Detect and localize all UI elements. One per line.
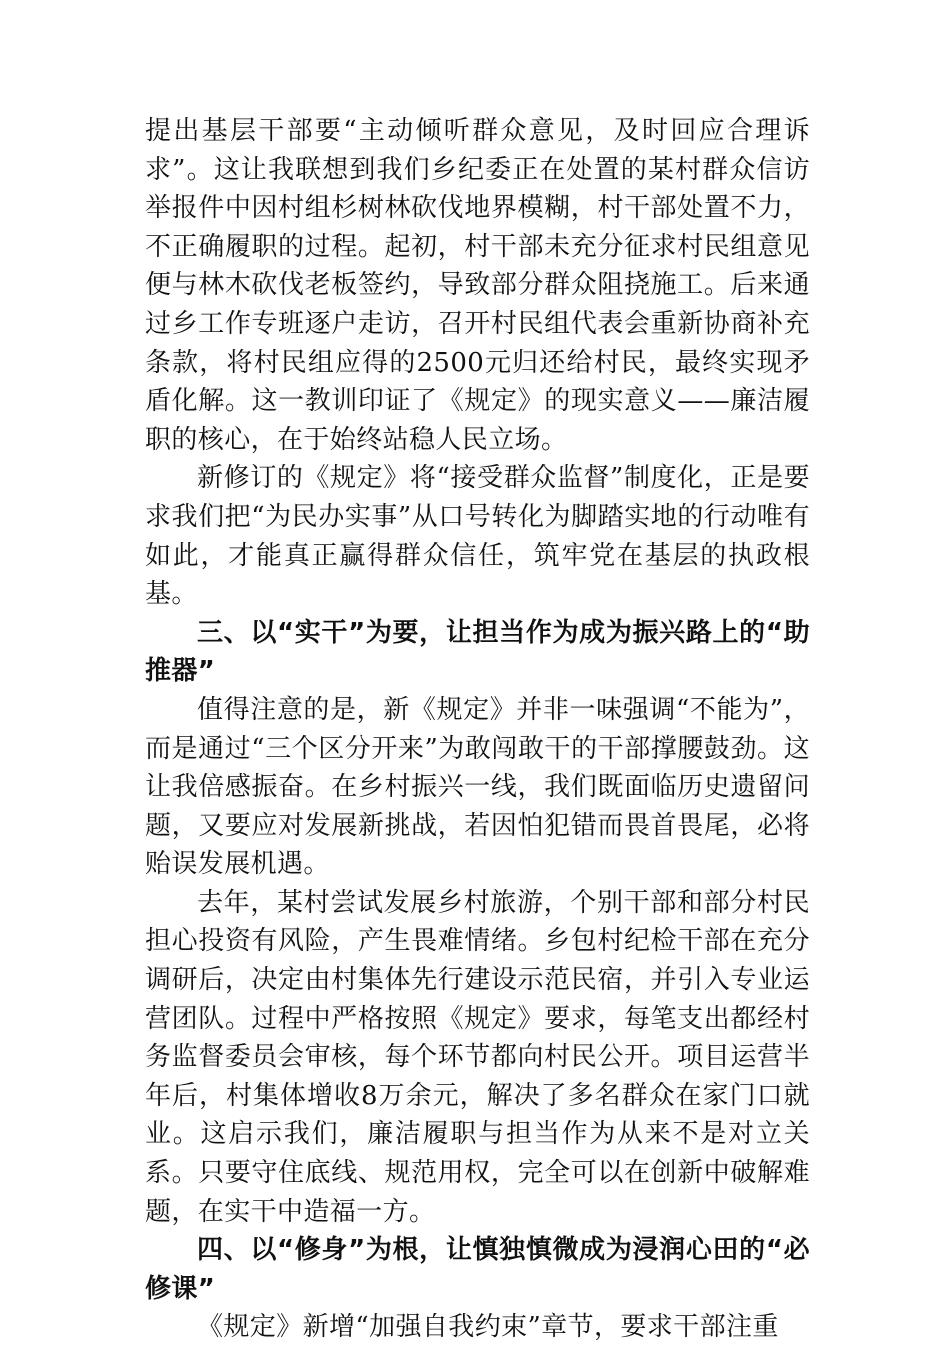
body-paragraph-1: 提出基层干部要“主动倾听群众意见，及时回应合理诉求”。这让我联想到我们乡纪委正在处置的某村群众信访举报件中因村组杉树林砍伐地界模糊，村干部处置不力，不正确履职的过程。起初，村干部未充分征求村民组意见便与林木砍伐老板签约，导致部分群众阻挠施工。后来通过乡工作专班逐户走访，召开村民组代表会重新协商补充条款，将村民组应得的2500元归还给村民，最终实现矛盾化解。这一教训印证了《规定》的现实意义——廉洁履职的核心，在于始终站稳人民立场。 [145, 116, 810, 455]
section-heading-3: 三、以“实干”为要，让担当作为成为振兴路上的“助推器” [145, 617, 810, 687]
body-paragraph-4: 去年，某村尝试发展乡村旅游，个别干部和部分村民担心投资有风险，产生畏难情绪。乡包村纪检干部在充分调研后，决定由村集体先行建设示范民宿，并引入专业运营团队。过程中严格按照《规定》要求，每笔支出都经村务监督委员会审核，每个环节都向村民公开。项目运营半年后，村集体增收8万余元，解决了多名群众在家门口就业。这启示我们，廉洁履职与担当作为从来不是对立关系。只要守住底线、规范用权，完全可以在创新中破解难题，在实干中造福一方。 [145, 887, 810, 1227]
body-paragraph-3: 值得注意的是，新《规定》并非一味强调“不能为”，而是通过“三个区分开来”为敢闯敢干的干部撑腰鼓劲。这让我倍感振奋。在乡村振兴一线，我们既面临历史遗留问题，又要应对发展新挑战，若因怕犯错而畏首畏尾，必将贻误发展机遇。 [145, 694, 810, 880]
body-paragraph-2: 新修订的《规定》将“接受群众监督”制度化，正是要求我们把“为民办实事”从口号转化为脚踏实地的行动唯有如此，才能真正赢得群众信任，筑牢党在基层的执政根基。 [145, 463, 810, 610]
section-heading-4: 四、以“修身”为根，让慎独慎微成为浸润心田的“必修课” [145, 1235, 810, 1304]
body-paragraph-5: 《规定》新增“加强自我约束”章节，要求干部注重 [197, 1312, 779, 1343]
document-body [145, 112, 810, 1347]
